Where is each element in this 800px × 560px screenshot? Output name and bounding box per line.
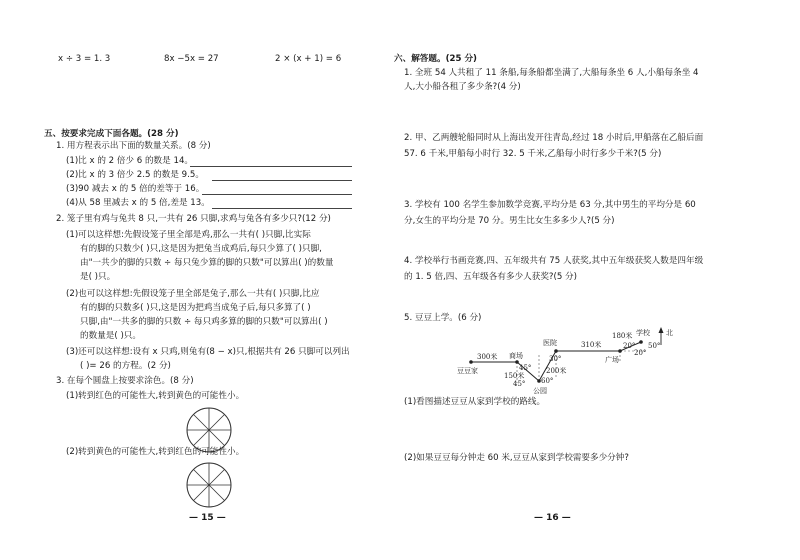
section-6-title: 六、解答题。(25 分) xyxy=(394,54,477,64)
page-number-right: — 16 — xyxy=(534,513,571,523)
problem-1-line: 1. 全班 54 人共租了 11 条船,每条船都坐满了,大船每条坐 6 人,小船每条坐 4 xyxy=(404,68,699,78)
label-45-a: 45° xyxy=(519,364,532,372)
q1-title: 1. 用方程表示出下面的数量关系。(8 分) xyxy=(56,141,211,151)
label-mall: 商场 xyxy=(509,352,523,360)
north-arrowhead-icon xyxy=(659,327,664,333)
q1-item-3: (3)90 减去 x 的 5 倍的差等于 16。 xyxy=(66,184,205,194)
problem-1-line: 人,大小船各租了多少条?(4 分) xyxy=(404,82,521,92)
label-30: 30° xyxy=(549,355,562,363)
route-map xyxy=(455,325,695,397)
problem-5-title: 5. 豆豆上学。(6 分) xyxy=(404,313,482,323)
problem-2-line: 2. 甲、乙两艘轮船同时从上海出发开往青岛,经过 18 小时后,甲船落在乙船后面 xyxy=(404,133,704,143)
q2-title: 2. 笼子里有鸡与兔共 8 只,一共有 26 只脚,求鸡与兔各有多少只?(12 分) xyxy=(56,214,331,224)
q2-line: (2)也可以这样想:先假设笼子里全部是兔子,那么一共有( )只脚,比应 xyxy=(66,289,320,299)
label-hospital: 医院 xyxy=(543,339,557,347)
q3-item-2: (2)转到黄色的可能性大,转到红色的可能性小。 xyxy=(66,447,245,457)
problem-5-q2: (2)如果豆豆每分钟走 60 米,豆豆从家到学校需要多少分钟? xyxy=(404,453,629,463)
label-school: 学校 xyxy=(636,329,650,337)
label-200: 200米 xyxy=(546,367,567,375)
q2-line: (3)还可以这样想:设有 x 只鸡,则兔有(8 − x)只,根据共有 26 只脚可以列出 xyxy=(66,347,350,357)
problem-3-line: 3. 学校有 100 名学生参加数学竞赛,平均分是 63 分,其中男生的平均分是 60 xyxy=(404,200,696,210)
q1-item-4: (4)从 58 里减去 x 的 5 倍,差是 13。 xyxy=(66,198,210,208)
label-north: 北 xyxy=(666,329,673,337)
q2-line: ( )= 26 的方程。(2 分) xyxy=(80,361,171,371)
answer-line[interactable] xyxy=(202,194,352,195)
problem-4-line: 4. 学校举行书画竞赛,四、五年级共有 75 人获奖,其中五年级获奖人数是四年级 xyxy=(404,256,704,266)
equation-3: 2 × (x + 1) = 6 xyxy=(275,54,342,64)
label-45-b: 45° xyxy=(513,380,526,388)
spinner-disc-2[interactable] xyxy=(184,460,234,510)
q2-line: 是( )只。 xyxy=(80,272,116,282)
page-number-left: — 15 — xyxy=(189,513,226,523)
q1-item-2: (2)比 x 的 3 倍少 2.5 的数是 9.5。 xyxy=(66,170,204,180)
label-310: 310米 xyxy=(581,341,602,349)
equation-2: 8x −5x = 27 xyxy=(164,54,219,64)
problem-2-line: 57. 6 千米,甲船每小时行 32. 5 千米,乙船每小时行多少千米?(5 分) xyxy=(404,149,662,159)
answer-line[interactable] xyxy=(190,166,352,167)
q2-line: 由"一共少的脚的只数 ÷ 每只兔少算的脚的只数"可以算出( )的数量 xyxy=(80,258,334,268)
q2-line: 有的脚的只数少( )只,这是因为把兔当成鸡后,每只少算了( )只脚, xyxy=(80,244,322,254)
q2-line: 的数量是( )只。 xyxy=(80,331,141,341)
answer-line[interactable] xyxy=(212,180,352,181)
section-5-title: 五、按要求完成下面各题。(28 分) xyxy=(44,129,179,139)
equation-1: x ÷ 3 = 1. 3 xyxy=(58,54,111,64)
label-20-b: 20° xyxy=(634,349,647,357)
q3-item-1: (1)转到红色的可能性大,转到黄色的可能性小。 xyxy=(66,391,245,401)
label-180: 180米 xyxy=(612,332,633,340)
label-square: 广场 xyxy=(605,356,619,364)
q1-item-1: (1)比 x 的 2 倍少 6 的数是 14。 xyxy=(66,156,194,166)
label-60: 60° xyxy=(541,377,554,385)
label-home: 豆豆家 xyxy=(457,367,478,375)
label-20-a: 20° xyxy=(623,342,636,350)
problem-3-line: 分,女生的平均分是 70 分。男生比女生多多少人?(5 分) xyxy=(404,216,615,226)
q2-line: 只脚,由"一共多的脚的只数 ÷ 每只鸡多算的脚的只数"可以算出( ) xyxy=(80,317,328,327)
label-50: 50° xyxy=(648,342,661,350)
q2-line: (1)可以这样想:先假设笼子里全部是鸡,那么一共有( )只脚,比实际 xyxy=(66,230,311,240)
problem-5-q1: (1)看图描述豆豆从家到学校的路线。 xyxy=(404,397,546,407)
label-150: 150米 xyxy=(504,372,525,380)
problem-4-line: 的 1. 5 倍,四、五年级各有多少人获奖?(5 分) xyxy=(404,272,577,282)
label-300: 300米 xyxy=(477,353,498,361)
label-park: 公园 xyxy=(533,387,547,395)
q3-title: 3. 在每个圆盘上按要求涂色。(8 分) xyxy=(56,376,194,386)
answer-line[interactable] xyxy=(212,208,352,209)
q2-line: 有的脚的只数多( )只,这是因为把鸡当成兔子后,每只多算了( ) xyxy=(80,303,311,313)
